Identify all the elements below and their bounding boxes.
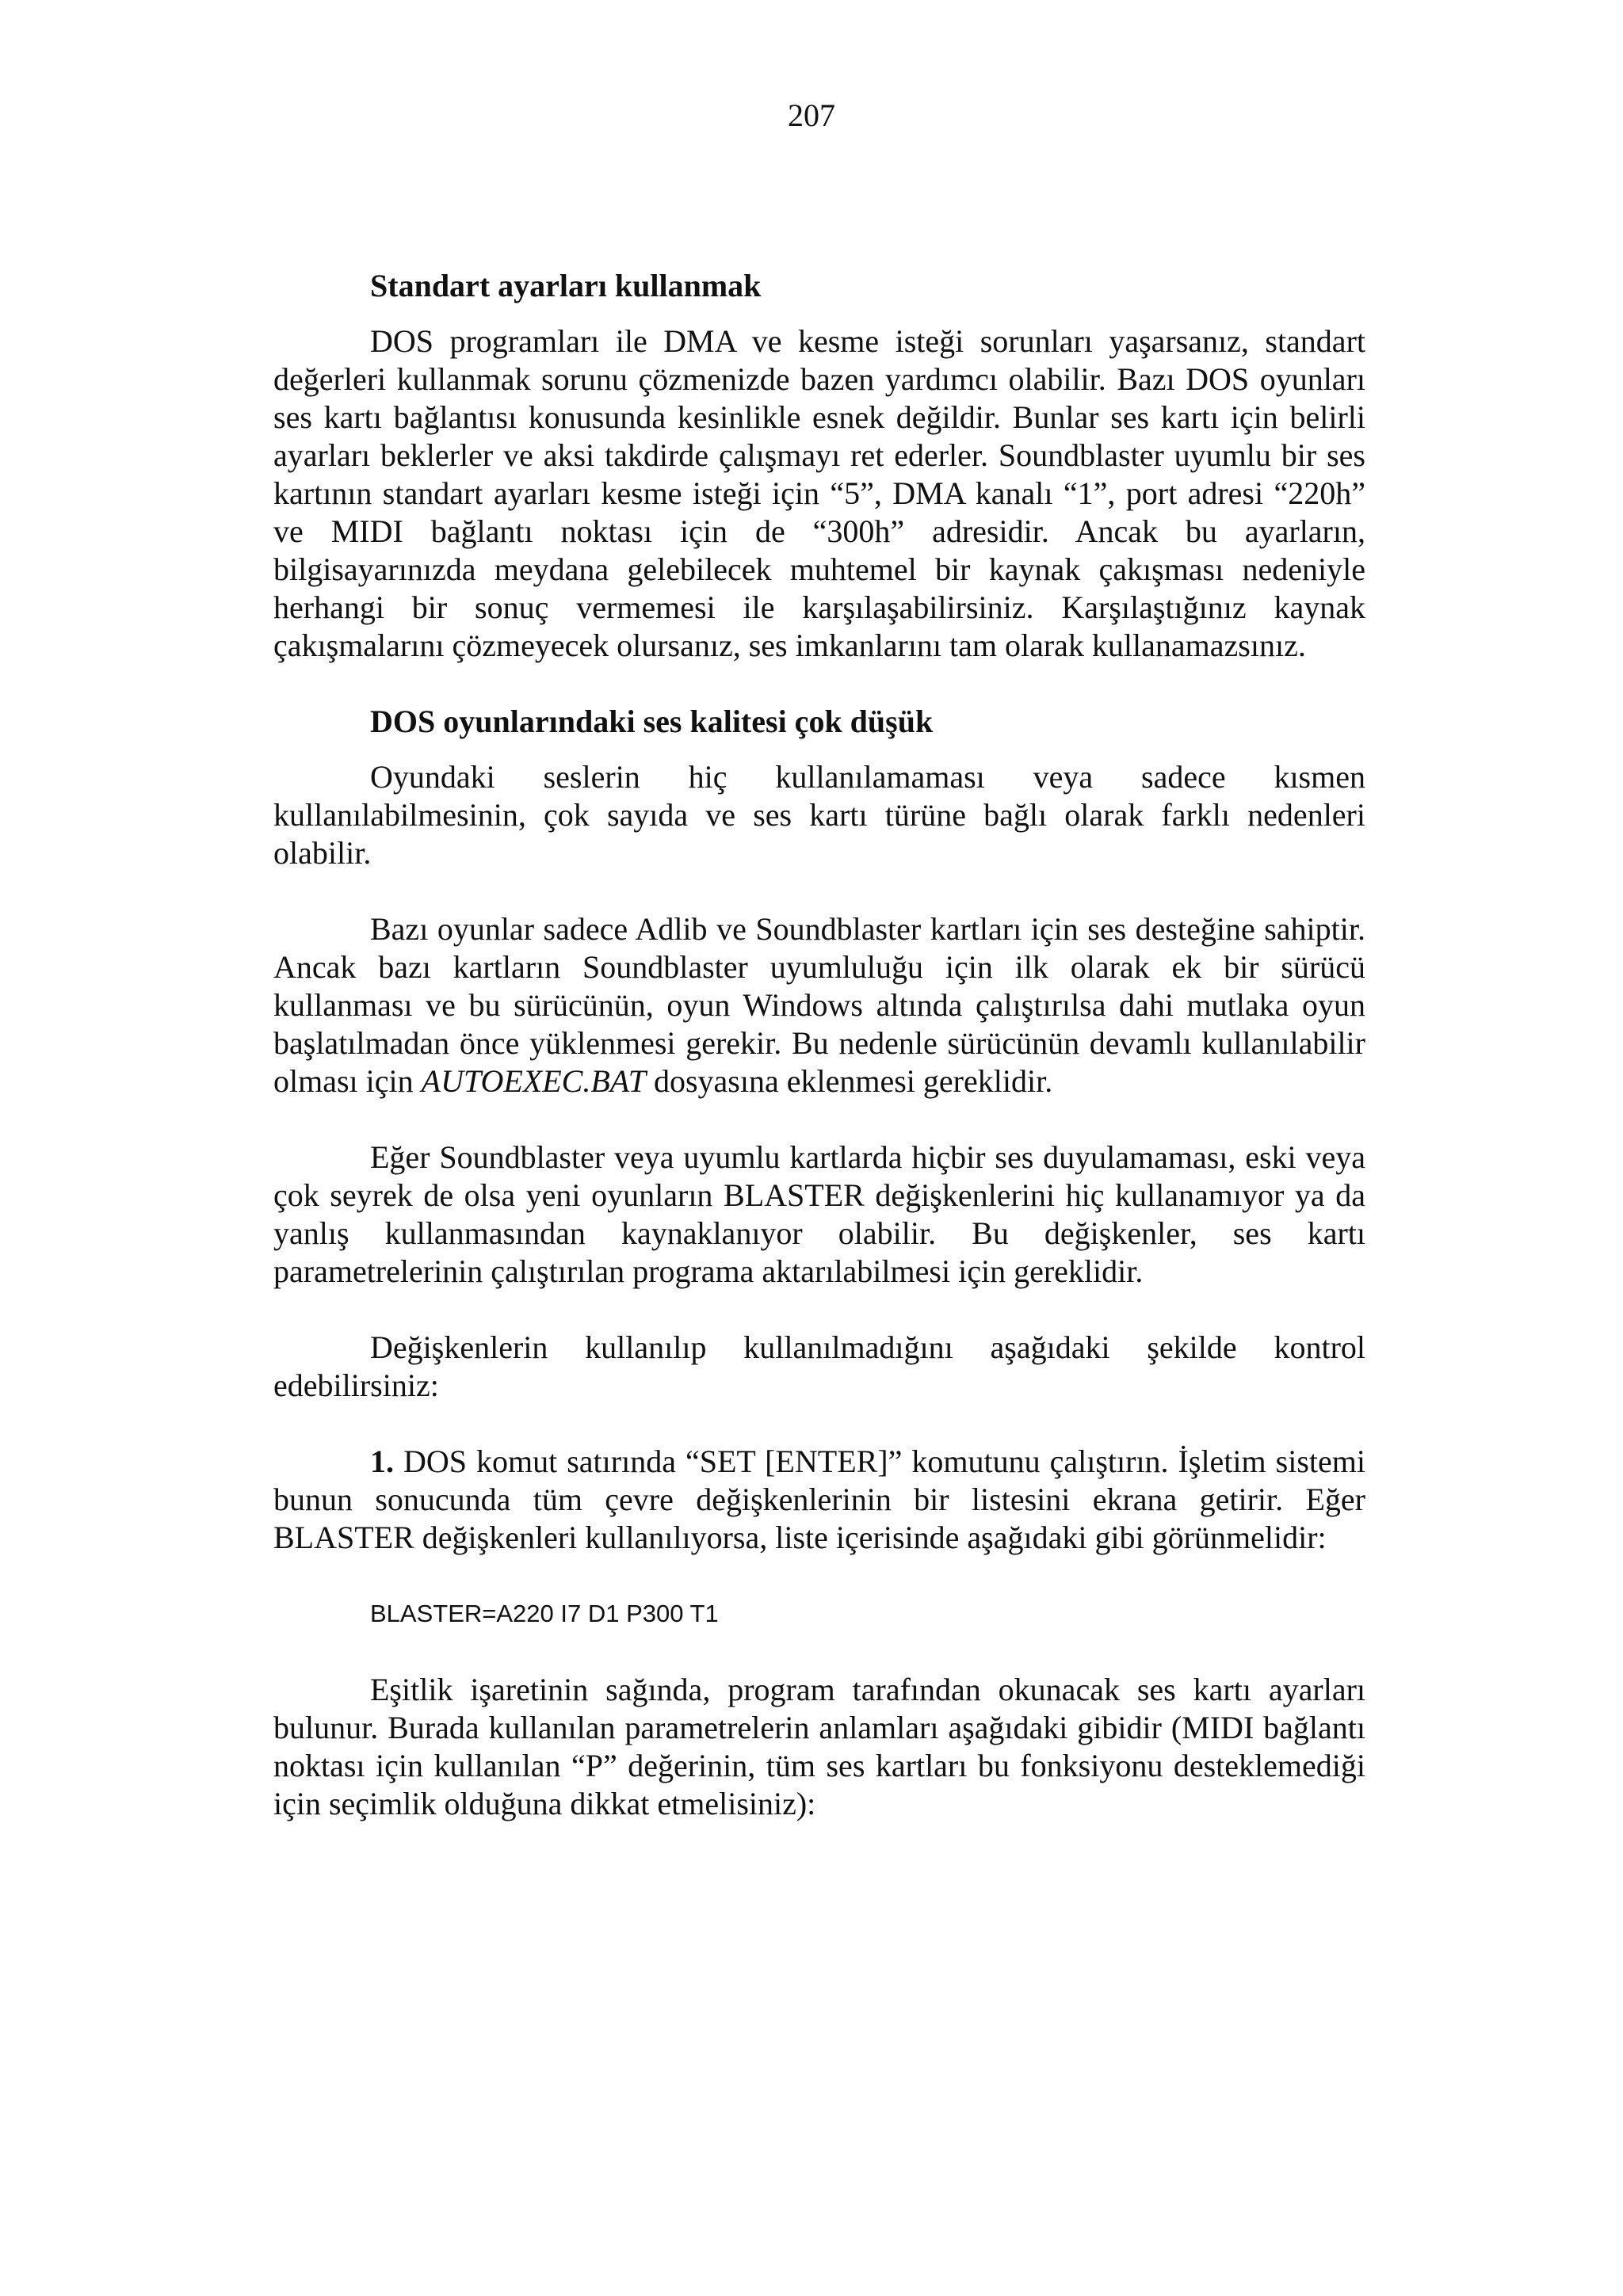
- section-heading-standard-settings: Standart ayarları kullanmak: [370, 268, 762, 303]
- paragraph-standard-settings: DOS programları ile DMA ve kesme isteği sorunları yaşarsanız, standart değerleri kullanmak sorunu çözmenizde bazen yardımcı olabilir. Bazı DOS oyunları ses kartı bağlantısı konusunda kesinlikle esnek değildir. Bunlar ses kartı için belirli ayarları beklerler ve aksi takdirde çalışmayı ret ederler. Soundblaster uyumlu bir ses kartının standart ayarları kesme isteği için “5”, DMA kanalı “1”, port adresi “220h” ve MIDI bağlantı noktası için de “300h” adresidir. Ancak bu ayarların, bilgisayarınızda meydana gelebilecek muhtemel bir kaynak çakışması nedeniyle herhangi bir sonuç vermemesi ile karşılaşabilirsiniz. Karşılaştığınız kaynak çakışmalarını çözmeyecek olursanız, ses imkanlarını tam olarak kullanamazsınız.: [273, 323, 1365, 663]
- paragraph-text-before: Bazı oyunlar sadece Adlib ve Soundblaster kartları için ses desteğine sahiptir. Ancak bazı kartların Soundblaster uyumluluğu için ilk olarak ek bir sürücü kullanması ve bu sürücünün, oyun Windows altında çalıştırılsa dahi mutlaka oyun başlatılmadan önce yüklenmesi gerekir. Bu nedenle sürücünün devamlı kullanılabilir olması için: [273, 911, 1365, 1099]
- paragraph-check-variables: Değişkenlerin kullanılıp kullanılmadığını aşağıdaki şekilde kontrol edebilirsiniz:: [273, 1329, 1365, 1403]
- step-1-number: 1.: [370, 1444, 394, 1479]
- page-number: 207: [788, 97, 835, 133]
- page-content: [273, 267, 1365, 1823]
- autoexec-filename: AUTOEXEC.BAT: [421, 1063, 646, 1099]
- step-1-text: DOS komut satırında “SET [ENTER]” komutunu çalıştırın. İşletim sistemi bunun sonucunda tüm çevre değişkenlerinin bir listesini ekrana getirir. Eğer BLASTER değişkenleri kullanılıyorsa, liste içerisinde aşağıdaki gibi görünmelidir:: [273, 1444, 1365, 1555]
- paragraph-text-after: dosyasına eklenmesi gereklidir.: [645, 1063, 1053, 1099]
- step-1: [273, 1443, 1365, 1557]
- paragraph-blaster-variables: Eğer Soundblaster veya uyumlu kartlarda hiçbir ses duyulamaması, eski veya çok seyrek de olsa yeni oyunların BLASTER değişkenlerini hiç kullanamıyor ya da yanlış kullanmasından kaynaklanıyor olabilir. Bu değişkenler, ses kartı parametrelerinin çalıştırılan programa aktarılabilmesi için gereklidir.: [273, 1139, 1365, 1289]
- paragraph-adlib-soundblaster: [273, 910, 1365, 1100]
- section-heading-dos-sound-quality: DOS oyunlarındaki ses kalitesi çok düşük: [370, 704, 934, 739]
- paragraph-sound-causes: Oyundaki seslerin hiç kullanılamaması veya sadece kısmen kullanılabilmesinin, çok sayıda ve ses kartı türüne bağlı olarak farklı nedenleri olabilir.: [273, 759, 1365, 871]
- blaster-code-example: BLASTER=A220 I7 D1 P300 T1: [370, 1600, 719, 1627]
- paragraph-parameters-intro: Eşitlik işaretinin sağında, program tarafından okunacak ses kartı ayarları bulunur. Burada kullanılan parametrelerin anlamları aşağıdaki gibidir (MIDI bağlantı noktası için kullanılan “P” değerinin, tüm ses kartları bu fonksiyonu desteklemediği için seçimlik olduğuna dikkat etmelisiniz):: [273, 1672, 1365, 1821]
